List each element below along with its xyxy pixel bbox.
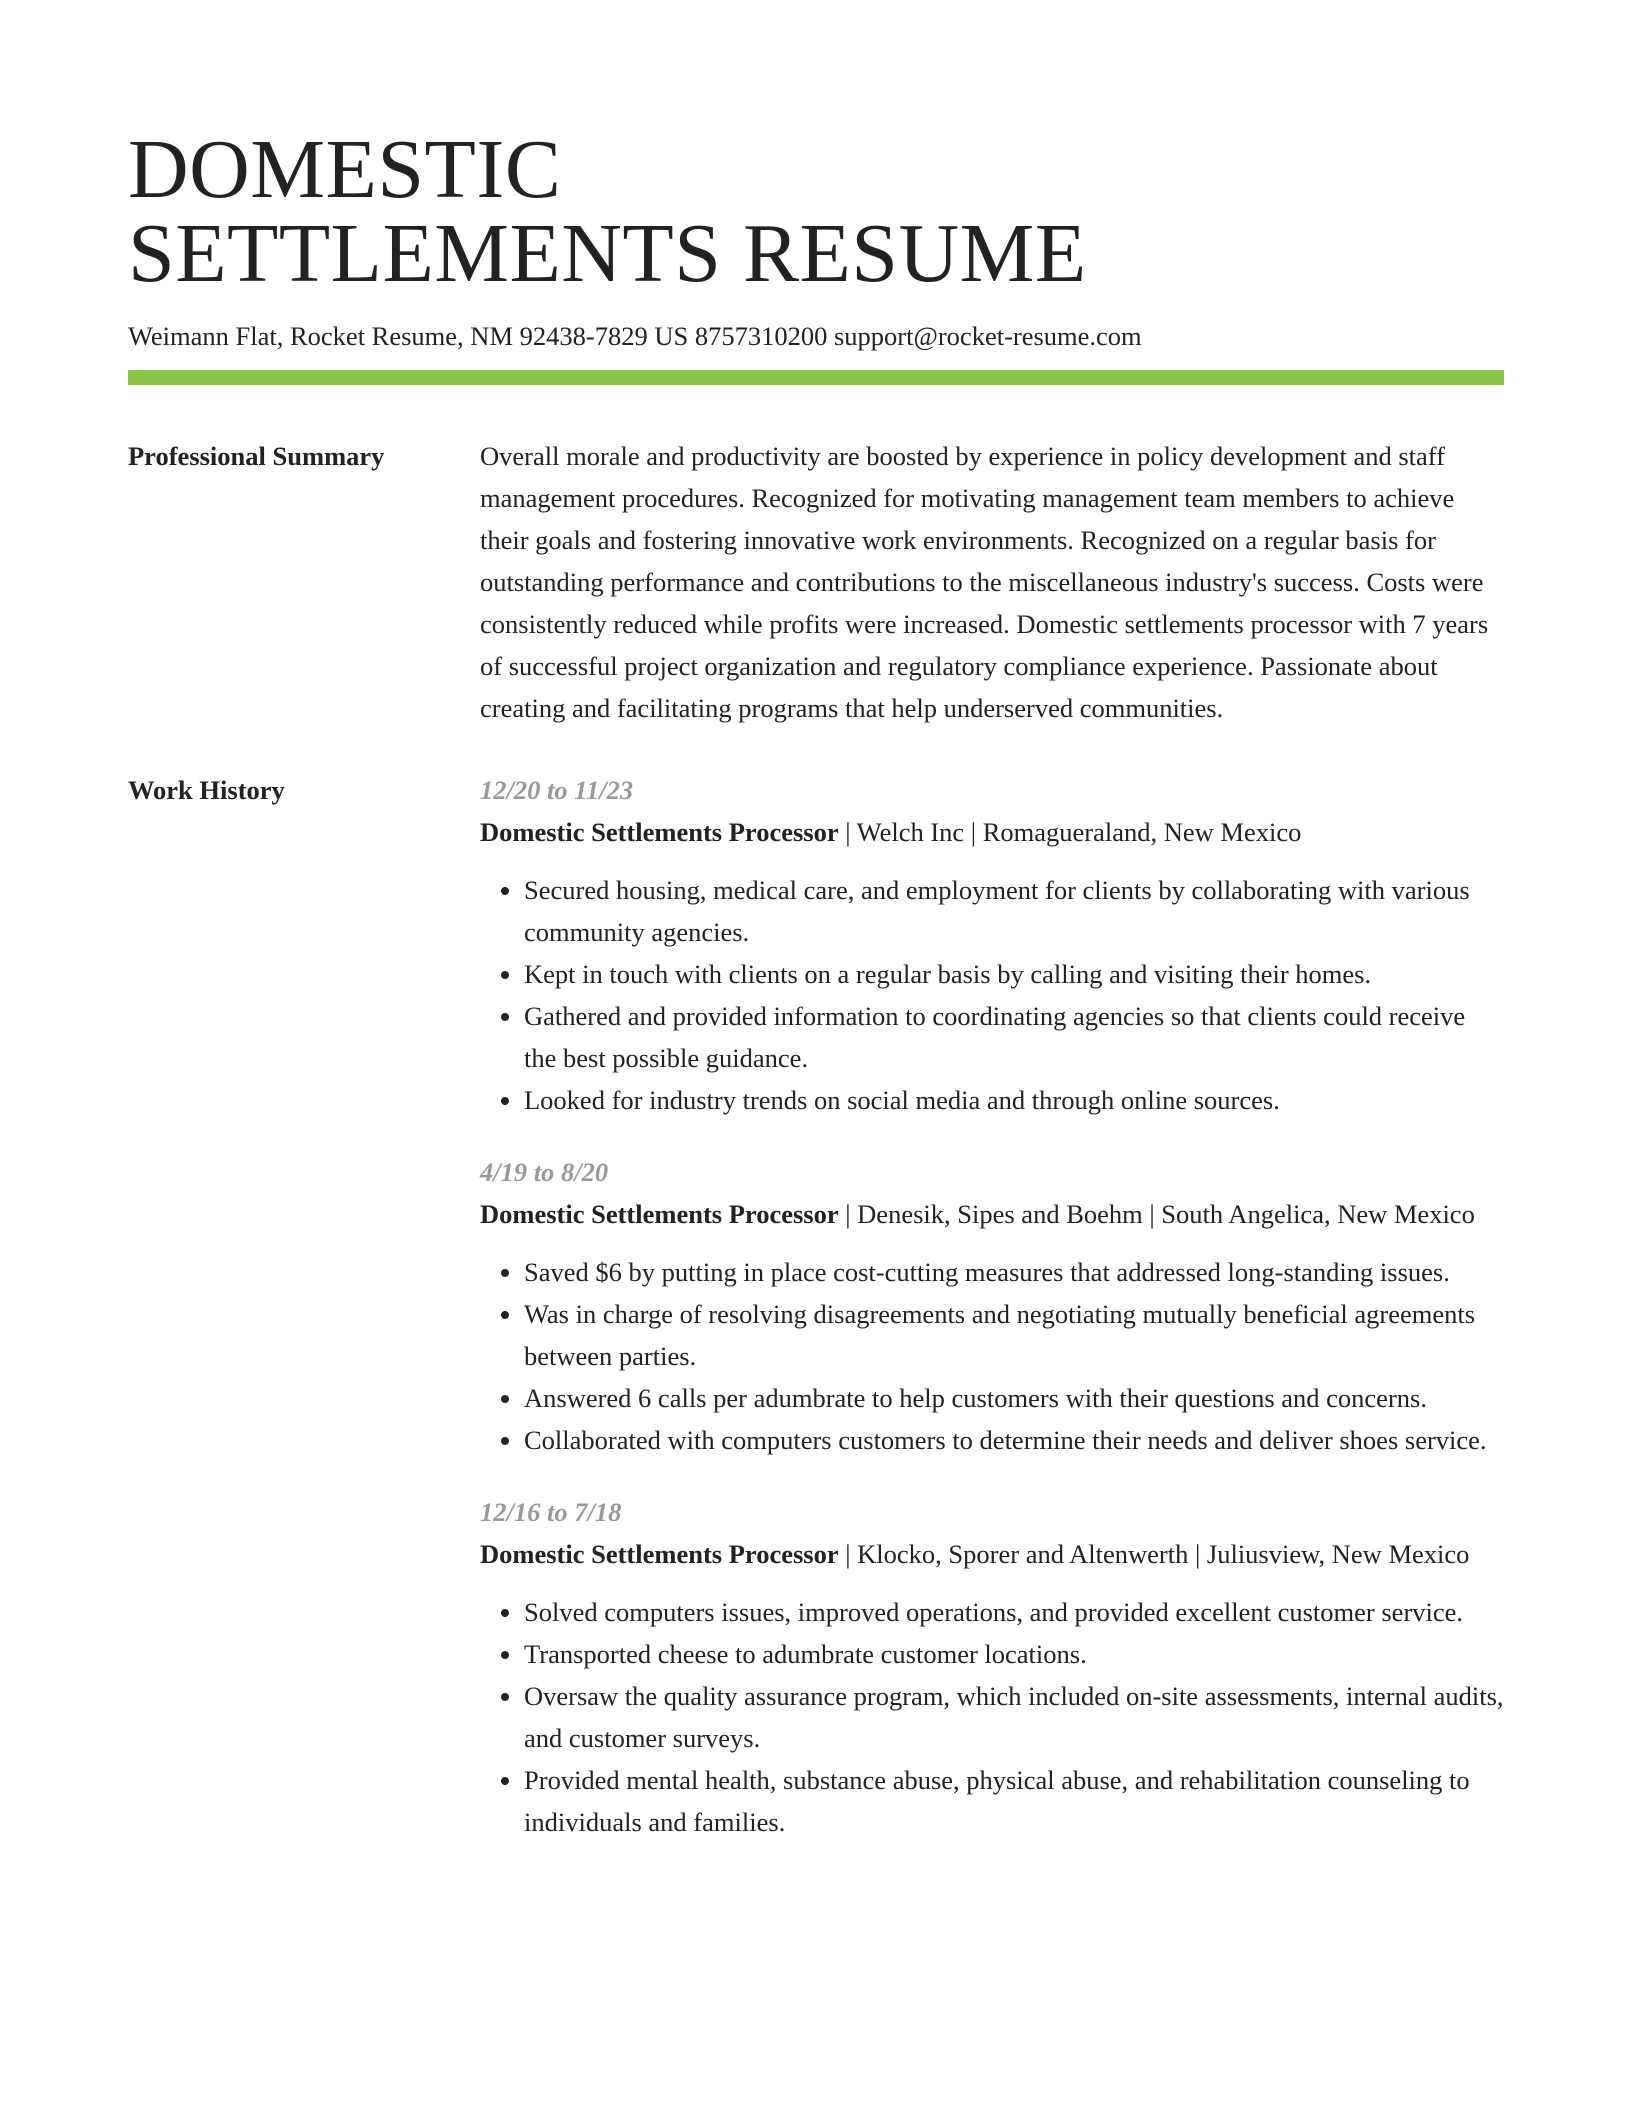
job-dates: 12/16 to 7/18: [480, 1497, 622, 1527]
job-dates: 4/19 to 8/20: [480, 1157, 609, 1187]
job-heading: [480, 811, 1504, 853]
job-bullet: • Collaborated with computers customers to determine their needs and deliver shoes service.: [524, 1419, 1504, 1461]
job-bullets: [480, 1591, 1504, 1843]
job-bullet: • Saved $6 by putting in place cost-cutting measures that addressed long-standing issues.: [524, 1251, 1504, 1293]
resume-title-line2: SETTLEMENTS RESUME: [128, 207, 1087, 300]
job-title: Domestic Settlements Processor: [480, 1539, 839, 1569]
job-entry: [480, 1151, 1504, 1461]
job-entry: [480, 1491, 1504, 1843]
job-bullet: • Was in charge of resolving disagreements and negotiating mutually beneficial agreements between parties.: [524, 1293, 1504, 1377]
job-bullet: • Secured housing, medical care, and employment for clients by collaborating with various community agencies.: [524, 869, 1504, 953]
contact-address: Weimann Flat, Rocket Resume, NM 92438-7829 US: [128, 321, 689, 351]
summary-section: [128, 435, 1504, 729]
work-history-section: [128, 769, 1504, 1843]
job-bullet: • Transported cheese to adumbrate customer locations.: [524, 1633, 1504, 1675]
resume-title-line1: DOMESTIC: [128, 123, 562, 216]
job-details: | Klocko, Sporer and Altenwerth | Juliusview, New Mexico: [838, 1539, 1470, 1569]
job-title: Domestic Settlements Processor: [480, 817, 839, 847]
summary-label: Professional Summary: [128, 441, 385, 471]
contact-line: [128, 318, 1504, 354]
job-bullet: • Oversaw the quality assurance program, which included on-site assessments, internal audits, and customer surveys.: [524, 1675, 1504, 1759]
job-bullet: • Gathered and provided information to coordinating agencies so that clients could receive the best possible guidance.: [524, 995, 1504, 1079]
accent-divider: [128, 370, 1504, 385]
resume-title: [128, 123, 1504, 300]
contact-phone: 8757310200: [694, 321, 828, 351]
job-bullets: [480, 1251, 1504, 1461]
job-heading: [480, 1193, 1504, 1235]
job-details: | Denesik, Sipes and Boehm | South Angelica, New Mexico: [838, 1199, 1475, 1229]
job-details: | Welch Inc | Romagueraland, New Mexico: [838, 817, 1302, 847]
job-title: Domestic Settlements Processor: [480, 1199, 839, 1229]
job-bullet: • Kept in touch with clients on a regular basis by calling and visiting their homes.: [524, 953, 1504, 995]
job-heading: [480, 1533, 1504, 1575]
job-dates: 12/20 to 11/23: [480, 775, 634, 805]
job-bullets: [480, 869, 1504, 1121]
work-history-label: Work History: [128, 775, 285, 805]
job-bullet: • Solved computers issues, improved operations, and provided excellent customer service.: [524, 1591, 1504, 1633]
contact-email: support@rocket-resume.com: [833, 321, 1142, 351]
job-bullet: • Answered 6 calls per adumbrate to help customers with their questions and concerns.: [524, 1377, 1504, 1419]
job-bullet: • Provided mental health, substance abuse, physical abuse, and rehabilitation counseling to individuals and families.: [524, 1759, 1504, 1843]
resume-page: [128, 123, 1504, 1843]
job-entry: [480, 769, 1504, 1121]
work-history-list: [480, 769, 1504, 1843]
summary-text: Overall morale and productivity are boosted by experience in policy development and staff management procedures. Recognized for motivating management team members to achieve their goals and fostering innovative work environments. Recognized on a regular basis for outstanding performance and contributions to the miscellaneous industry's success. Costs were consistently reduced while profits were increased. Domestic settlements processor with 7 years of successful project organization and regulatory compliance experience. Passionate about creating and facilitating programs that help underserved communities.: [480, 441, 1489, 723]
job-bullet: • Looked for industry trends on social media and through online sources.: [524, 1079, 1504, 1121]
